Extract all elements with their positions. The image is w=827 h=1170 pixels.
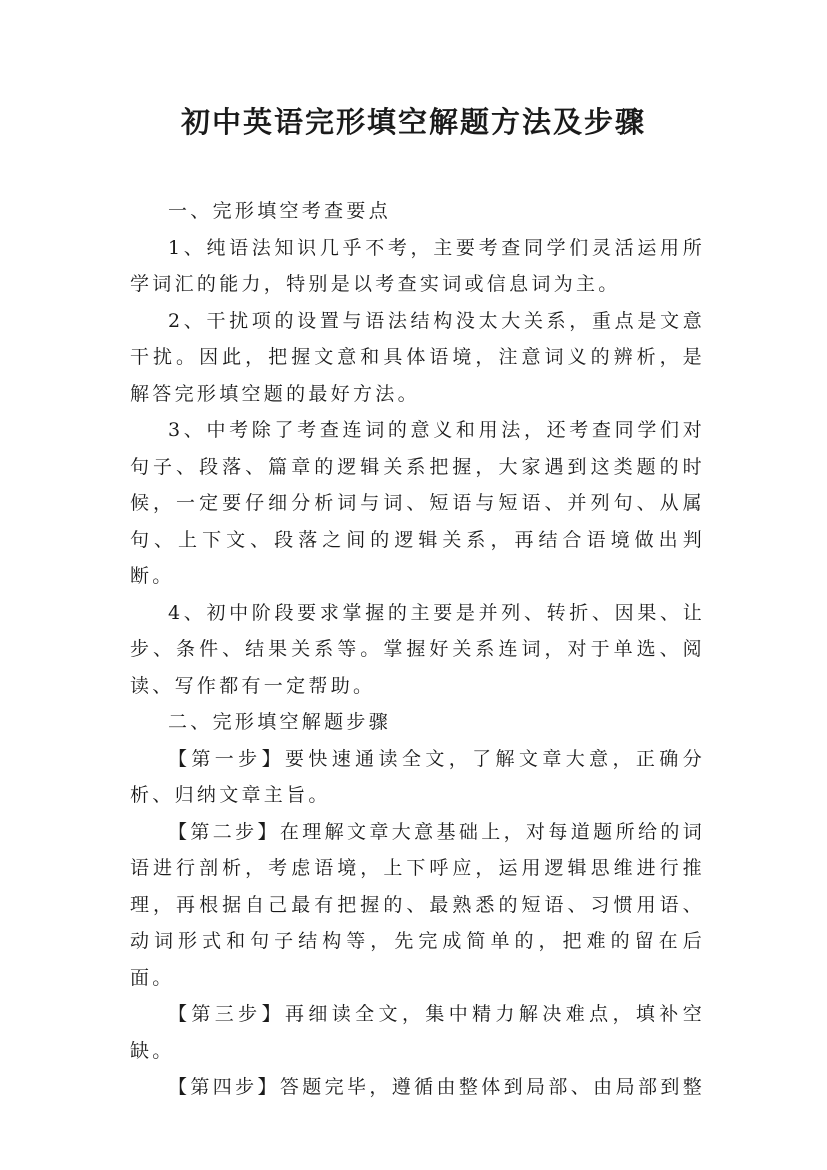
paragraph-step-3: 【第三步】再细读全文，集中精力解决难点，填补空缺。 [130,1003,705,1062]
heading-section-2: 二、完形填空解题步骤 [168,711,392,733]
heading-section-1: 一、完形填空考查要点 [168,200,392,222]
document-title: 初中英语完形填空解题方法及步骤 [180,105,646,139]
paragraph-point-2: 2、干扰项的设置与语法结构没太大关系，重点是文意干扰。因此，把握文意和具体语境，注意词义的辨析，是解答完形填空题的最好方法。 [130,309,705,405]
paragraph-step-1: 【第一步】要快速通读全文，了解文章大意，正确分析、归纳文章主旨。 [130,747,705,806]
paragraph-step-2: 【第二步】在理解文章大意基础上，对每道题所给的词语进行剖析，考虑语境，上下呼应，运用逻辑思维进行推理，再根据自己最有把握的、最熟悉的短语、习惯用语、动词形式和句子结构等，先完成简单的，把难的留在后面。 [130,820,705,989]
paragraph-point-1: 1、纯语法知识几乎不考，主要考查同学们灵活运用所学词汇的能力，特别是以考查实词或信息词为主。 [130,236,705,295]
document-body [130,193,705,1106]
paragraph-step-4: 【第四步】答题完毕，遵循由整体到局部、由局部到整 [168,1076,705,1098]
paragraph-point-4: 4、初中阶段要求掌握的主要是并列、转折、因果、让步、条件、结果关系等。掌握好关系连词，对于单选、阅读、写作都有一定帮助。 [130,601,705,697]
paragraph-point-3: 3、中考除了考查连词的意义和用法，还考查同学们对句子、段落、篇章的逻辑关系把握，大家遇到这类题的时候，一定要仔细分析词与词、短语与短语、并列句、从属句、上下文、段落之间的逻辑关系，再结合语境做出判断。 [130,419,705,587]
